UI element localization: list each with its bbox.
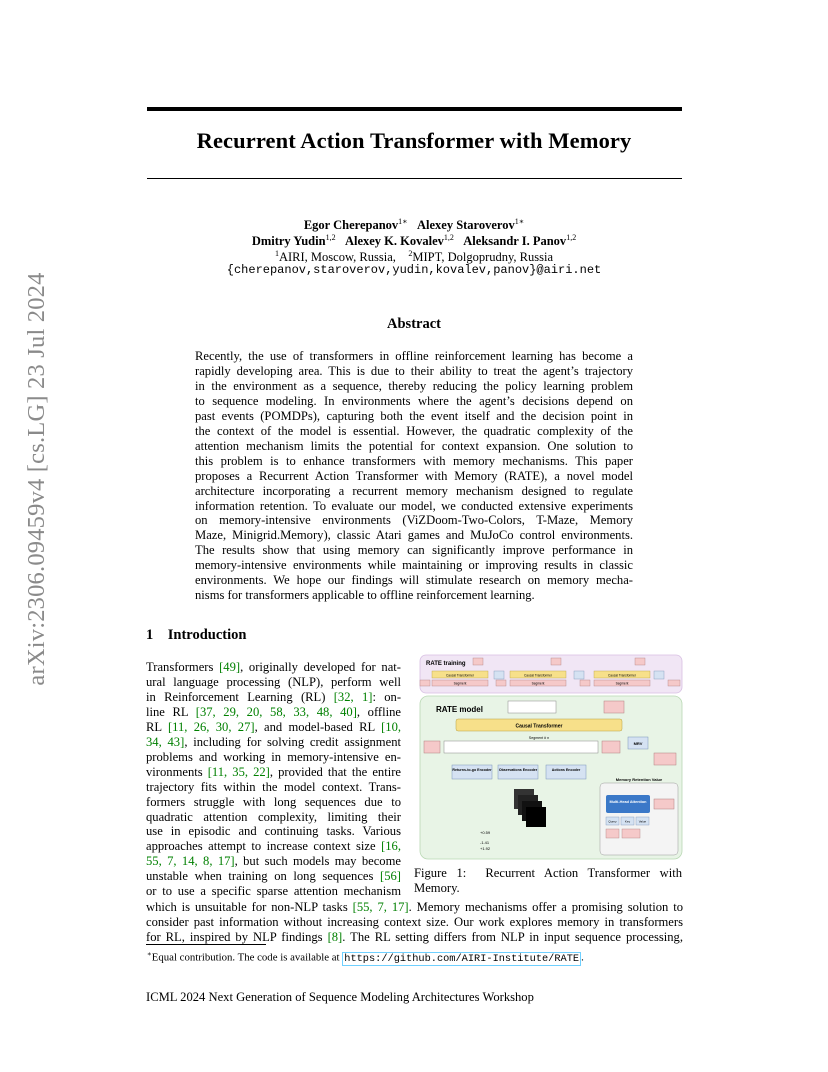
citation-link[interactable]: [49] [219, 660, 241, 674]
paragraph-line [146, 705, 401, 720]
abstract-line: in the environment as a sequence, thereby reducing the policy learning problem [195, 378, 633, 393]
citation-link[interactable]: [55, 7, 17] [352, 900, 409, 914]
line-text: or to use a specific sparse attention mechanism [146, 884, 401, 899]
paragraph-line [146, 854, 401, 869]
author-affiliation-mark: 1,2 [443, 233, 454, 242]
reward-value-1: +0.59 [480, 830, 491, 835]
arxiv-identifier: arXiv:2306.09459v4 [cs.LG] 23 Jul 2024 [23, 272, 50, 686]
section-heading [146, 627, 246, 644]
paragraph-line [146, 750, 401, 765]
line-text: , and model-based RL [254, 719, 382, 734]
line-text: . Memory mechanisms offer a promising solution to [408, 900, 683, 914]
abstract-line: memory-intensive environments while maintaining or improving results in classic [195, 558, 633, 573]
returns-encoder-label: Returns-to-go Encoder [452, 768, 492, 772]
line-text: use in episodic and continuing tasks. Various [146, 824, 401, 839]
footnote [147, 950, 584, 965]
paragraph-line [146, 765, 401, 780]
footnote-mark: ∗ [147, 950, 152, 958]
line-text: consider past information without increasing context size. Our work explores memory in transformers [146, 914, 683, 929]
affiliation-1: AIRI, Moscow, Russia, [278, 250, 396, 264]
affiliation-1-mark: 1 [274, 249, 279, 258]
query-label: Query [608, 819, 617, 824]
memory-in-box [424, 741, 440, 753]
line-text: vironments [146, 764, 208, 779]
paragraph-line [146, 915, 683, 930]
multi-head-attention-label: Multi-Head Attention [609, 800, 647, 804]
author-name: Egor Cherepanov [303, 218, 399, 232]
line-text: for RL, inspired by NLP findings [146, 929, 328, 944]
key-label: Key [624, 819, 631, 824]
mrv-label: MRV [633, 741, 643, 746]
multi-head-attention-box [606, 795, 650, 813]
paragraph-line [146, 930, 683, 945]
token-sequence-box [444, 741, 598, 753]
line-text: : on- [372, 689, 402, 704]
citation-link[interactable]: [11, 35, 22] [207, 764, 270, 779]
causal-transformer-label: Causal Transformer [515, 723, 563, 730]
paragraph-line [146, 780, 401, 795]
paper-title: Recurrent Action Transformer with Memory [196, 128, 632, 153]
line-text: line RL [146, 704, 196, 719]
line-text: unstable when training on long sequences [146, 869, 381, 884]
citation-link[interactable]: [37, 29, 20, 58, 33, 48, 40] [195, 704, 357, 719]
memory-tokens-box [602, 741, 620, 753]
author-name: Alexey Staroverov [416, 218, 515, 232]
line-text: ural language processing (NLP), perform well [146, 674, 401, 689]
abstract-line: on memory-intensive environments (ViZDoom-Two-Colors, T-Maze, Memory [195, 513, 633, 528]
rate-training-label: RATE training [426, 661, 466, 667]
author-affiliation-mark: 1,2 [566, 233, 577, 242]
paragraph-line [146, 720, 401, 735]
venue-footer: ICML 2024 Next Generation of Sequence Modeling Architectures Workshop [146, 990, 534, 1004]
affiliation-2: MIPT, Dolgoprudny, Russia [412, 250, 554, 264]
title-bottom-rule [147, 178, 682, 179]
training-segment-1: Segment [453, 681, 467, 686]
abstract-line: Maze, Minigrid.Memory), classic Atari games and MuJoCo control environments. [195, 528, 633, 543]
mrv-memory-out-box [654, 799, 674, 809]
abstract-line: architecture incorporating a recurrent memory mechanism designed to regulate [195, 483, 633, 498]
memory-retention-value-label: Memory Retention Value [615, 777, 663, 782]
abstract-line: the context of the model is essential. However, the quadratic complexity of the [195, 423, 633, 438]
paragraph-line [146, 795, 401, 810]
line-text: which is unsuitable for non-NLP tasks [146, 900, 353, 914]
title-top-rule [147, 107, 682, 111]
section-number: 1 [146, 627, 154, 643]
abstract-line: nisms for transformers applicable to offline reinforcement learning. [195, 588, 535, 603]
affiliation-2-mark: 2 [408, 249, 413, 258]
line-text: , but such models may become [234, 854, 401, 869]
line-text: quadratic attention complexity, limiting their [146, 809, 401, 824]
citation-link[interactable]: [8] [327, 929, 343, 944]
loss-box [508, 701, 556, 713]
line-text: trajectory fits within the model context. Trans- [146, 779, 401, 794]
figure-caption-label: Figure 1: [414, 866, 467, 880]
rate-model-label: RATE model [436, 705, 483, 714]
footnote-end: . [581, 951, 584, 964]
abstract-line: environments. We hope our findings will stimulate research on memory mecha- [195, 573, 633, 588]
abstract-line: attention mechanism limits the potential for context expansion. One solution to [195, 438, 633, 453]
line-text: approaches attempt to increase context size [146, 839, 382, 854]
line-text: , offline [356, 704, 401, 719]
author-emails: {cherepanov,staroverov,yudin,kovalev,panov}@airi.net [226, 263, 602, 277]
paragraph-line [146, 690, 401, 705]
training-segment-3: Segment [615, 681, 629, 686]
reward-value-3: +1.92 [480, 846, 491, 851]
abstract-line: this problem is to enhance transformers with memory mechanisms. This paper [195, 453, 633, 468]
author-affiliation-mark: 1∗ [398, 217, 408, 226]
memory-next-box [654, 753, 676, 765]
citation-link[interactable]: [10, [381, 719, 402, 734]
intro-full-width [146, 900, 683, 945]
line-text: , originally developed for nat- [240, 660, 401, 674]
line-text: , provided that the entire [269, 764, 401, 779]
author-name: Alexey K. Kovalev [344, 234, 444, 248]
abstract-line: rapidly developing area. This is due to their ability to treat the agent’s trajectory [195, 363, 633, 378]
intro-left-column [146, 660, 401, 899]
training-causal-transformer-2: Causal Transformer [524, 673, 552, 678]
author-affiliation-mark: 1,2 [325, 233, 336, 242]
figure-caption-text: Recurrent Action Transformer with Memory. [414, 866, 682, 895]
training-causal-transformer-1: Causal Transformer [446, 673, 474, 678]
code-repository-link[interactable]: https://github.com/AIRI-Institute/RATE [344, 952, 580, 965]
segment-n-label: Segment # n [528, 736, 550, 740]
abstract-body [195, 349, 633, 603]
line-text: in Reinforcement Learning (RL) [146, 689, 334, 704]
line-text: RL [146, 719, 168, 734]
line-text: Transformers [146, 660, 220, 674]
observations-encoder-label: Observations Encoder [498, 768, 538, 772]
footnote-rule [146, 944, 266, 945]
reward-value-2: -1.41 [480, 840, 490, 845]
paragraph-line [146, 824, 401, 839]
abstract-line: Recently, the use of transformers in offline reinforcement learning has become a [195, 349, 633, 363]
author-name: Dmitry Yudin [251, 234, 326, 248]
citation-link[interactable]: [16, [381, 839, 401, 854]
paragraph-line [146, 900, 683, 915]
paragraph-line [146, 839, 401, 854]
figure-1-caption [414, 866, 682, 896]
author-name: Aleksandr I. Panov [463, 234, 567, 248]
abstract-line: to sequence modeling. In environments where the agent’s decisions depend on [195, 393, 633, 408]
paragraph-line [146, 810, 401, 825]
citation-link[interactable]: [56] [380, 869, 401, 884]
citation-link[interactable]: [11, 26, 30, 27] [167, 719, 255, 734]
section-title: Introduction [167, 627, 247, 643]
memory-mn-box [606, 829, 619, 838]
abstract-heading: Abstract [387, 316, 441, 332]
author-affiliation-mark: 1∗ [514, 217, 525, 226]
citation-link[interactable]: [32, 1] [333, 689, 373, 704]
paragraph-line [146, 660, 401, 675]
memory-out-box [604, 701, 624, 713]
line-text: , including for solving credit assignment [184, 734, 401, 749]
line-text: problems and working in memory-intensive en- [146, 749, 401, 764]
paragraph-line [146, 675, 401, 690]
citation-link[interactable]: 34, 43] [146, 734, 185, 749]
footnote-text: Equal contribution. The code is available at [151, 951, 340, 964]
value-label: Value [638, 819, 647, 824]
abstract-line: past events (POMDPs), capturing both the event itself and the decision point in [195, 408, 633, 423]
line-text: formers struggle with long sequences due to [146, 794, 401, 809]
paragraph-line [146, 869, 401, 884]
abstract-line: information retention. To evaluate our model, we conducted extensive experiments [195, 498, 633, 513]
training-segment-2: Segment [531, 681, 545, 686]
figure-1-diagram [418, 653, 684, 861]
paragraph-line [146, 735, 401, 750]
actions-encoder-label: Actions Encoder [551, 768, 581, 772]
line-text: . The RL setting differs from NLP in input sequence processing, [342, 929, 684, 944]
citation-link[interactable]: 55, 7, 14, 8, 17] [146, 854, 235, 869]
abstract-line: The results show that using memory can significantly improve performance in [195, 543, 633, 558]
paragraph-line [146, 884, 401, 899]
memory-mn1-box [622, 829, 640, 838]
abstract-line: proposes a Recurrent Action Transformer with Memory (RATE), a novel model [195, 468, 633, 483]
training-causal-transformer-3: Causal Transformer [608, 673, 636, 678]
